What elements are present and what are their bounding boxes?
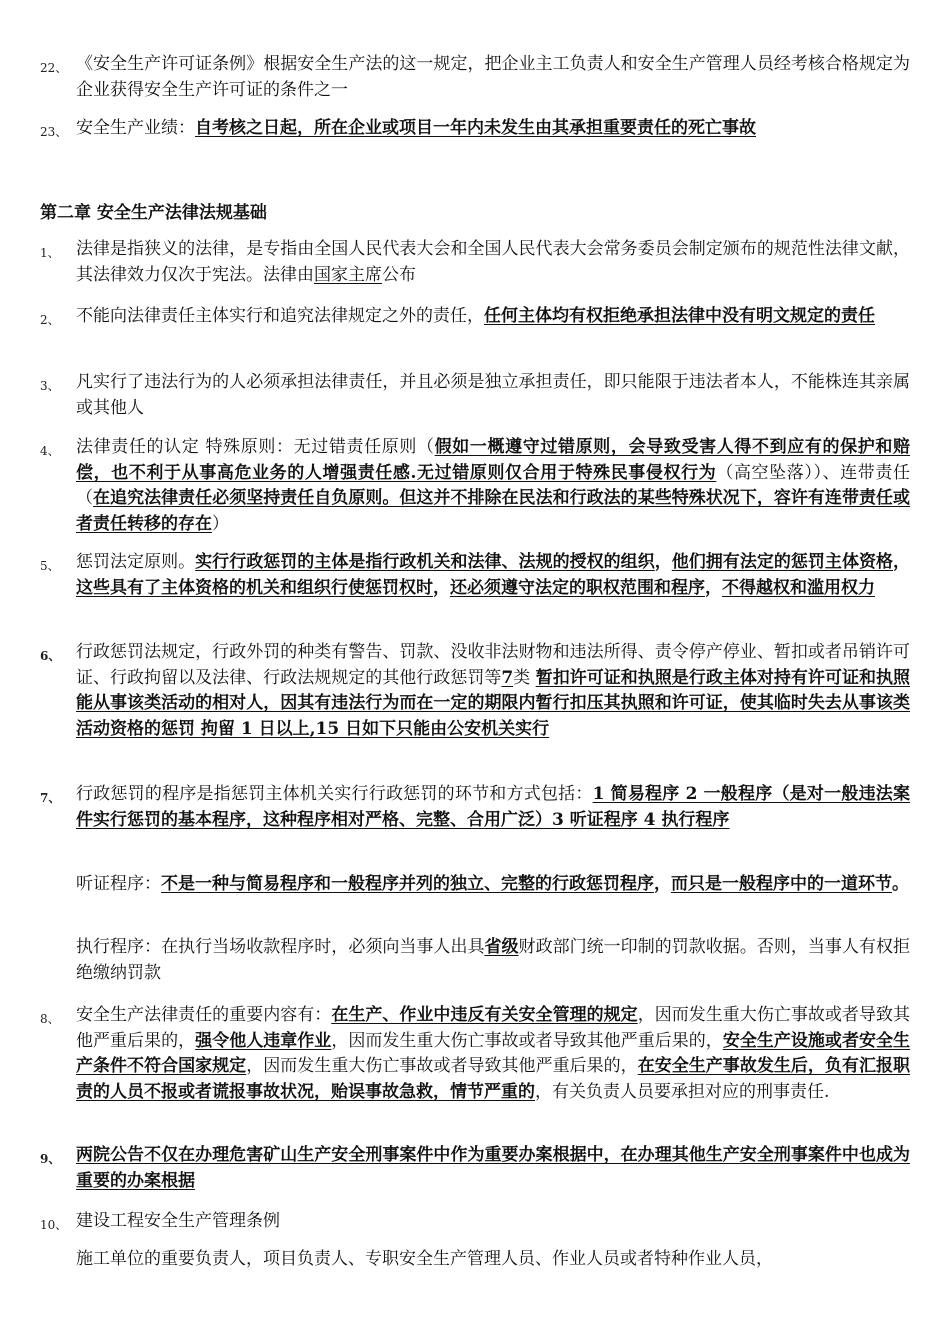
underlined-run: 假如一概遵守过错原则，会导致受害人得不到应有的保护和赔偿，也不利于从事高危业务的人增强责任感.无过错原则仅合用于特殊民事侵权行为	[76, 437, 911, 483]
text-run: ）	[212, 513, 229, 534]
item-number: 10、	[40, 1218, 68, 1232]
item-text	[76, 1209, 910, 1235]
underlined-run: 实行行政惩罚的主体是指行政机关和法律、法规的授权的组织	[195, 552, 655, 572]
item-number: 5、	[40, 559, 60, 573]
text-run: ，因而发生重大伤亡事故或者导致其他严重后果的，	[246, 1056, 638, 1076]
list-item-10	[40, 1209, 910, 1235]
underlined-run: 强令他人违章作业	[195, 1030, 332, 1051]
text-run: 建设工程安全生产管理条例	[76, 1211, 280, 1231]
list-item-5	[40, 550, 910, 601]
item-number: 8、	[40, 1012, 60, 1026]
underlined-run: 暂扣许可证和执照是行政主体对持有许可证和执照能从事该类活动的相对人，因其有违法行为而在一定的期限内暂行扣压其执照和许可证，使其临时失去从事该类活动资格的惩罚	[76, 667, 911, 739]
text-run: ，	[705, 577, 722, 598]
list-item-3	[40, 370, 910, 421]
text-run: （高空坠落））、连带责任（	[76, 462, 911, 508]
text-run: 不能向法律责任主体实行和追究法律规定之外的责任，	[76, 306, 484, 326]
underlined-run: 国家主席	[314, 264, 382, 285]
text-run: 凡实行了违法行为的人必须承担法律责任，并且必须是独立承担责任，即只能限于违法者本人，不能株连其亲属或其他人	[76, 372, 910, 418]
execution-procedure-paragraph	[76, 935, 910, 986]
underlined-run: 1 简易程序 2 一般程序（是对一般违法案件实行惩罚的基本程序，这种程序相对严格、完整、合用广泛）3 听证程序 4 执行程序	[76, 784, 911, 830]
item-text	[76, 782, 910, 833]
underlined-run: 在追究法律责任必须坚持责任自负原则。但这并不排除在民法和行政法的某些特殊状况下，容许有连带责任或者责任转移的存在	[76, 488, 911, 534]
text-run: 法律责任的认定 特殊原则：无过错责任原则（	[76, 437, 435, 457]
underlined-run: 两院公告不仅在办理危害矿山生产安全刑事案件中作为重要办案根据中，在办理其他生产安全刑事案件中也成为重要的办案根据	[76, 1145, 910, 1191]
list-item-8	[40, 1003, 910, 1105]
item-number: 4、	[40, 444, 60, 458]
item-number: 7、	[40, 791, 61, 805]
text-run: ，因而发生重大伤亡事故或者导致其他严重后果的，	[331, 1030, 723, 1051]
text-run: 安全生产业绩：	[76, 118, 195, 138]
chapter-title: 第二章 安全生产法律法规基础	[40, 203, 267, 223]
item-text	[76, 435, 910, 537]
item-text	[76, 640, 910, 742]
bold-number: 7	[501, 667, 514, 688]
text-run: 安全生产法律责任的重要内容有：	[76, 1005, 332, 1025]
item-text	[76, 1003, 910, 1105]
item-text	[76, 237, 910, 288]
item-text	[76, 550, 910, 601]
text-run: ，有关负责人员要承担对应的刑事责任.	[535, 1081, 830, 1102]
list-item-23	[40, 116, 910, 142]
list-item-4	[40, 435, 910, 537]
text-run: ，	[654, 874, 671, 894]
underlined-run: 任何主体均有权拒绝承担法律中没有明文规定的责任	[484, 306, 875, 326]
item-text	[76, 304, 910, 330]
list-item-9	[40, 1143, 910, 1194]
text-run: 法律是指狭义的法律，是专指由全国人民代表大会和全国人民代表大会常务委员会制定颁布的规范性法律文献，其法律效力仅次于宪法。法律由	[76, 239, 910, 285]
item-number: 23、	[40, 125, 68, 139]
text-run: ，	[893, 552, 911, 572]
underlined-run: 还必须遵守法定的职权范围和程序	[450, 577, 705, 598]
underlined-run: 不是一种与简易程序和一般程序并列的独立、完整的行政惩罚程序	[161, 874, 654, 894]
list-item-7	[40, 782, 910, 833]
list-item-6	[40, 640, 910, 742]
text-run: 《安全生产许可证条例》根据安全生产法的这一规定，把企业主工负责人和安全生产管理人员经考核合格规定为企业获得安全生产许可证的条件之一	[76, 54, 910, 100]
text-run: 。	[892, 874, 909, 894]
item-number: 1、	[40, 246, 60, 260]
hearing-procedure-paragraph	[76, 872, 910, 898]
text-run: 行政惩罚法规定，行政外罚的种类有警告、罚款、没收非法财物和违法所得、责令停产停业、暂扣或者吊销许可证、行政拘留以及法律、行政法规规定的其他行政惩罚等	[76, 642, 910, 688]
item-text	[76, 370, 910, 421]
item-number: 3、	[40, 379, 60, 393]
construction-paragraph	[76, 1247, 910, 1273]
list-item-1	[40, 237, 910, 288]
text-run: ，	[654, 552, 672, 572]
underlined-run: 这些具有了主体资格的机关和组织行使惩罚权时	[76, 577, 433, 598]
text-run: ，因而发生重大伤亡事故或者导致其他严重后果的，	[76, 1005, 910, 1051]
underlined-run: 在生产、作业中违反有关安全管理的规定	[331, 1005, 638, 1025]
text-run: 公布	[382, 264, 416, 285]
item-number: 22、	[40, 61, 68, 75]
text-run: 听证程序：	[76, 874, 161, 894]
text-run: 惩罚法定原则。	[76, 552, 196, 572]
text-run: 类	[513, 667, 536, 688]
item-text	[76, 52, 910, 103]
list-item-2	[40, 304, 910, 330]
text-run: 财政部门统一印制的罚款收据。否则，当事人有权拒绝缴纳罚款	[76, 937, 911, 983]
item-number: 2、	[40, 313, 60, 327]
text-run: 行政惩罚的程序是指惩罚主体机关实行行政惩罚的环节和方式包括：	[76, 784, 593, 804]
item-number: 9、	[40, 1152, 61, 1166]
underlined-run: 安全生产设施或者安全生产条件不符合国家规定	[76, 1030, 911, 1076]
underlined-run: 在安全生产事故发生后，负有汇报职责的人员不报或者谎报事故状况，贻误事故急救，情节严重的	[76, 1056, 911, 1102]
text-run: 施工单位的重要负责人，项目负责人、专职安全生产管理人员、作业人员或者特种作业人员，	[76, 1249, 773, 1269]
item-text	[76, 116, 910, 142]
item-number: 6、	[40, 649, 61, 663]
underlined-run: 自考核之日起，所在企业或项目一年内未发生由其承担重要责任的死亡事故	[195, 118, 756, 138]
underlined-run: 拘留 1 日以上,15 日如下只能由公安机关实行	[200, 718, 550, 739]
underlined-run: 省级	[484, 937, 519, 957]
underlined-run: 他们拥有法定的惩罚主体资格	[671, 552, 894, 572]
underlined-run: 不得越权和滥用权力	[722, 577, 875, 598]
item-text	[76, 1143, 910, 1194]
underlined-run: 而只是一般程序中的一道环节	[671, 874, 892, 894]
text-run: 执行程序：在执行当场收款程序时，必须向当事人出具	[76, 937, 485, 957]
list-item-22	[40, 52, 910, 103]
text-run: ，	[433, 577, 450, 598]
